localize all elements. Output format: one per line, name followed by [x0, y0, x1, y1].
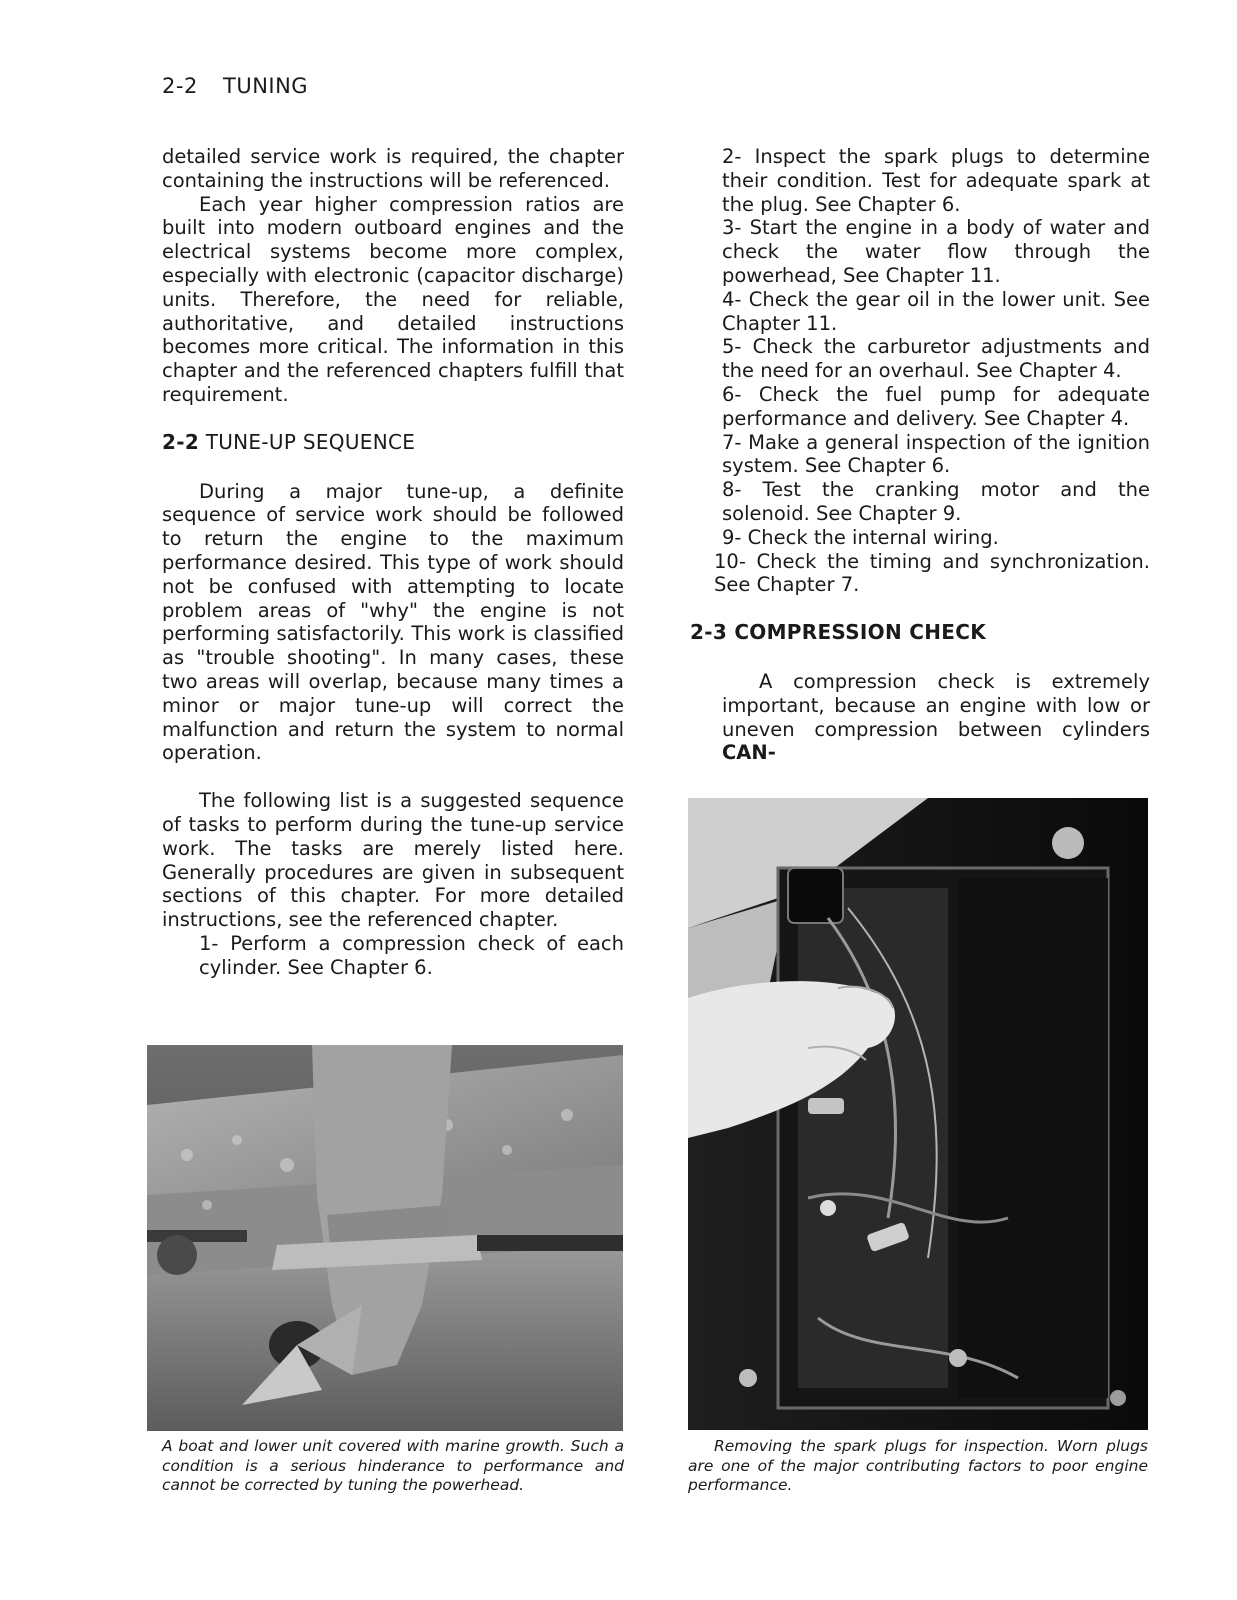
- section-heading: [162, 431, 624, 455]
- list-item: 4- Check the gear oil in the lower unit. See Chapter 11.: [722, 287, 1150, 335]
- photo-boat-lower-unit: [147, 1045, 623, 1431]
- list-item: 2- Inspect the spark plugs to determine their condition. Test for adequate spark at the plug. See Chapter 6.: [722, 145, 1150, 216]
- photo-spark-plug-removal: [688, 798, 1148, 1430]
- section-heading-number: 2-3: [690, 620, 728, 645]
- body-paragraph: [722, 670, 1150, 765]
- right-column: [690, 145, 1150, 765]
- list-item: 7- Make a general inspection of the ignition system. See Chapter 6.: [722, 430, 1150, 478]
- section-heading-number: 2-2: [162, 429, 200, 454]
- body-paragraph: Each year higher compression ratios are built into modern outboard engines and the electrical systems become more complex, especially with electronic (capacitor discharge) units. Therefore, the need for reliable, authoritative, and detailed instructions becomes more critical. The information in this chapter and the referenced chapters fulfill that requirement.: [162, 192, 624, 406]
- page-header: [162, 74, 308, 98]
- photo-spark-plug-removal-image: [688, 798, 1148, 1430]
- page-number: 2-2: [162, 74, 198, 98]
- list-item: 6- Check the fuel pump for adequate performance and delivery. See Chapter 4.: [722, 382, 1150, 430]
- emphasis-text: CAN-: [722, 741, 776, 765]
- running-section-title: TUNING: [223, 74, 309, 98]
- figure-caption-right: Removing the spark plugs for inspection. Worn plugs are one of the major contributing factors to poor engine performance.: [688, 1437, 1148, 1494]
- body-paragraph: detailed service work is required, the chapter containing the instructions will be referenced.: [162, 145, 624, 192]
- section-heading-text: COMPRESSION CHECK: [734, 620, 987, 645]
- list-item: 10- Check the timing and synchronization. See Chapter 7.: [714, 549, 1150, 597]
- left-column: [162, 145, 624, 980]
- list-item: 9- Check the internal wiring.: [722, 525, 999, 549]
- list-item: 8- Test the cranking motor and the solenoid. See Chapter 9.: [722, 478, 1150, 525]
- body-paragraph-text: A compression check is extremely important, because an engine with low or uneven compression between cylinders: [722, 669, 1150, 741]
- body-paragraph: The following list is a suggested sequence of tasks to perform during the tune-up service work. The tasks are merely listed here. Generally procedures are given in subsequent sections of this chapter. For more detailed instructions, see the referenced chapter.: [162, 789, 624, 932]
- list-item: 1- Perform a compression check of each cylinder. See Chapter 6.: [199, 931, 624, 979]
- section-heading: [690, 621, 1150, 645]
- section-heading-text: TUNE-UP SEQUENCE: [205, 429, 416, 454]
- body-paragraph: During a major tune-up, a definite sequence of service work should be followed to return the engine to the maximum performance desired. This type of work should not be confused with attempting to locate problem areas of "why" the engine is not performing satisfactorily. This work is classified as "trouble shooting". In many cases, these two areas will overlap, because many times a minor or major tune-up will correct the malfunction and return the system to normal operation.: [162, 479, 624, 765]
- list-item: 3- Start the engine in a body of water and check the water flow through the powerhead, See Chapter 11.: [722, 216, 1150, 287]
- figure-caption-left: A boat and lower unit covered with marine growth. Such a condition is a serious hinderance to performance and cannot be corrected by tuning the powerhead.: [162, 1437, 624, 1494]
- photo-boat-lower-unit-image: [147, 1045, 623, 1431]
- list-item: 5- Check the carburetor adjustments and the need for an overhaul. See Chapter 4.: [722, 335, 1150, 383]
